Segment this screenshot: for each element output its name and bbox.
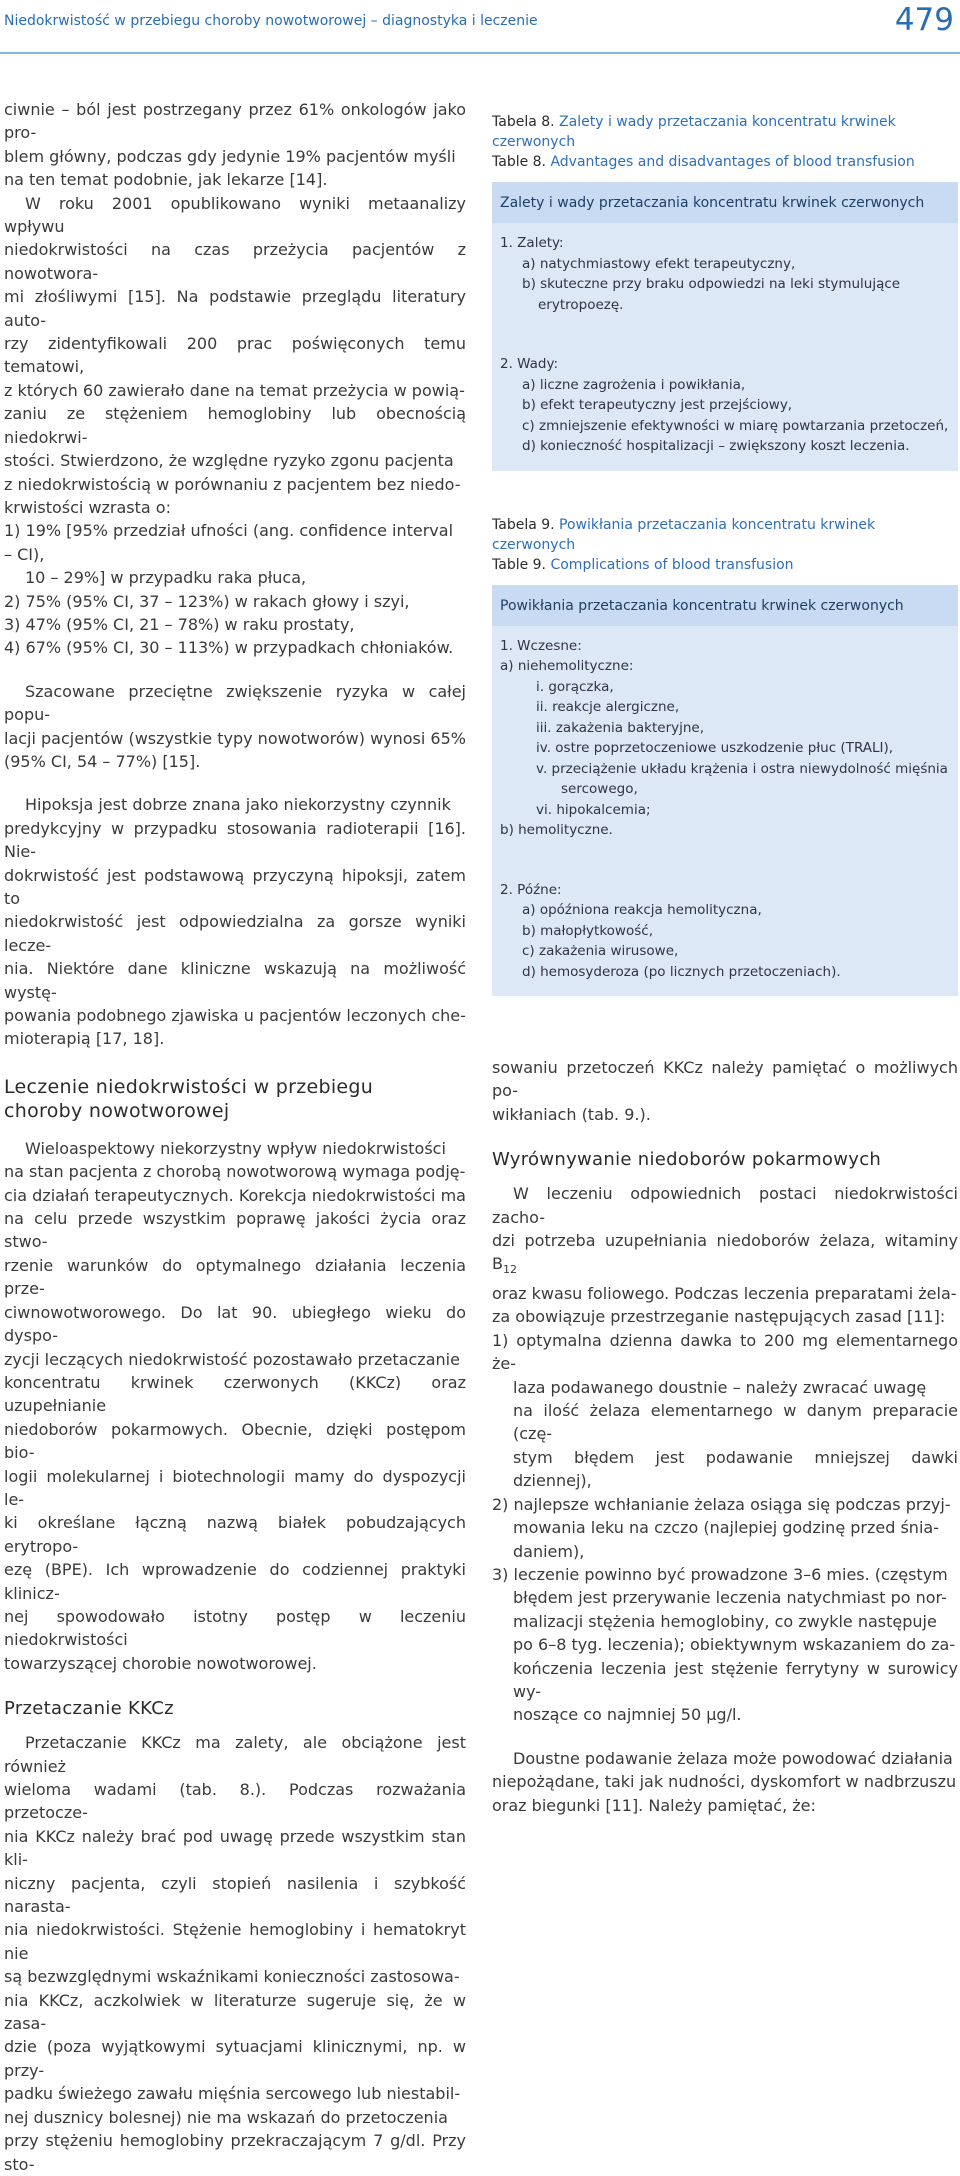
text-line: logii molekularnej i biotechnologii mamy do dyspozycji le- [4, 1466, 466, 1509]
text-line: Szacowane przeciętne zwiększenie ryzyka w całej popu- [4, 681, 466, 725]
table-body [492, 626, 958, 997]
text-line: nia. Niektóre dane kliniczne wskazują na możliwość wystę- [4, 959, 466, 1002]
text-line: stości. Stwierdzono, że względne ryzyko zgonu pacjenta [4, 451, 454, 471]
text-line: blem główny, podczas gdy jedynie 19% pacjentów myśli [4, 146, 456, 166]
header-rule [0, 52, 960, 54]
text-line: nej spowodowało istotny postęp w leczeniu niedokrwistości [4, 1606, 466, 1650]
paragraph-overall-risk [4, 680, 466, 774]
table-caption-text: Zalety i wady przetaczania koncentratu krwinek czerwonych [492, 114, 896, 150]
text-line [492, 1229, 958, 1282]
paragraph-treatment [4, 1137, 466, 1675]
list-item: b) efekt terapeutyczny jest przejściowy, [522, 397, 793, 413]
text-line: za obowiązuje przestrzeganie następujących zasad [11]: [492, 1307, 946, 1327]
text-line: ki określane łączną nazwą białek pobudzających erytropo- [4, 1513, 466, 1556]
list-item: d) konieczność hospitalizacji – zwiększony koszt leczenia. [522, 438, 910, 454]
text-line: z niedokrwistością w porównaniu z pacjentem bez niedo- [4, 474, 461, 494]
text-line: dzie (poza wyjątkowymi sytuacjami klinicznymi, np. w przy- [4, 2037, 466, 2080]
list-item: 1) 19% [95% przedział ufności (ang. confidence interval – CI), [4, 521, 454, 564]
list-item: d) hemosyderoza (po licznych przetoczeniach). [522, 963, 841, 980]
list-item: mowania leku na czczo (najlepiej godzinę przed śnia- [513, 1518, 939, 1538]
paragraph-hypoxia [4, 793, 466, 1050]
list-item: sercowego, [561, 781, 638, 797]
heading-line: Leczenie niedokrwistości w przebiegu [4, 1075, 374, 1098]
text-line: Doustne podawanie żelaza może powodować działania [513, 1748, 953, 1768]
list-item: v. przeciążenie układu krążenia i ostra niewydolność mięśnia [536, 760, 948, 777]
text-line: z których 60 zawierało dane na temat przeżycia w powią- [4, 380, 465, 400]
right-column [492, 112, 958, 1817]
table-caption [492, 515, 958, 555]
table-8 [492, 112, 958, 471]
list-item: 2) najlepsze wchłanianie żelaza osiąga się podczas przyj- [492, 1494, 951, 1514]
paragraph-pain [4, 98, 466, 192]
text-line: rzenie warunków do optymalnego działania leczenia prze- [4, 1255, 466, 1299]
list-item: kończenia leczenia jest stężenie ferrytyny w surowicy wy- [513, 1658, 958, 1701]
list-item: a) natychmiastowy efekt terapeutyczny, [522, 255, 796, 272]
list-item: daniem), [513, 1541, 585, 1561]
text-line: koncentratu krwinek czerwonych (KKCz) oraz uzupełnianie [4, 1372, 466, 1416]
table-label: Tabela 9. [492, 516, 555, 533]
text-line: dokrwistość jest podstawową przyczyną hipoksji, zatem to [4, 865, 466, 908]
text-line: ciwnowotworowego. Do lat 90. ubiegłego wieku do dyspo- [4, 1302, 466, 1346]
text-line: Hipoksja jest dobrze znana jako niekorzystny czynnik [25, 795, 451, 815]
text-line: oraz biegunki [11]. Należy pamiętać, że: [492, 1795, 816, 1815]
list-item: 2) 75% (95% CI, 37 – 123%) w rakach głowy i szyi, [4, 591, 410, 611]
list-item: iv. ostre poprzetoczeniowe uszkodzenie płuc (TRALI), [536, 740, 894, 756]
text-line: niedokrwistości na czas przeżycia pacjentów z nowotwora- [4, 240, 466, 283]
text-line: Wieloaspektowy niekorzystny wpływ niedokrwistości [25, 1138, 446, 1158]
list-item: vi. hipokalcemia; [536, 801, 651, 818]
list-item: 1) optymalna dzienna dawka to 200 mg elementarnego że- [492, 1330, 958, 1374]
text-line: cia działań terapeutycznych. Korekcja niedokrwistości ma [4, 1185, 466, 1205]
text-line: nej dusznicy bolesnej) nie ma wskazań do przetoczenia [4, 2107, 448, 2127]
risk-list [4, 519, 466, 659]
table-caption-en-text: Advantages and disadvantages of blood transfusion [550, 154, 915, 170]
text-line: predykcyjny w przypadku stosowania radioterapii [16]. Nie- [4, 818, 466, 862]
table-caption-en [492, 555, 958, 575]
text-line: towarzyszącej chorobie nowotworowej. [4, 1653, 317, 1673]
text-line: lacji pacjentów (wszystkie typy nowotworów) wynosi 65% [4, 728, 466, 748]
text-line: są bezwzględnymi wskaźnikami konieczności zastosowa- [4, 1967, 460, 1987]
heading-line: choroby nowotworowej [4, 1099, 230, 1122]
text-line: Przetaczanie KKCz ma zalety, ale obciążone jest również [4, 1733, 466, 1776]
table-caption-en [492, 152, 958, 172]
table-caption-text: Powikłania przetaczania koncentratu krwinek czerwonych [492, 516, 876, 553]
list-item: 2. Wady: [500, 356, 559, 372]
section-heading-transfusion: Przetaczanie KKCz [4, 1698, 174, 1720]
list-item: 3) leczenie powinno być prowadzone 3–6 mies. (częstym [492, 1564, 948, 1584]
text-line: powania podobnego zjawiska u pacjentów leczonych che- [4, 1006, 466, 1026]
spacer [500, 329, 950, 341]
paragraph-transfusion [4, 1731, 466, 2176]
list-item: c) zmniejszenie efektywności w miarę powtarzania przetoczeń, [522, 417, 949, 434]
subscript: 12 [502, 1263, 517, 1277]
paragraph-metaanalysis [4, 192, 466, 520]
text-line: W roku 2001 opublikowano wyniki metaanalizy wpływu [4, 193, 466, 237]
table-label: Tabela 8. [492, 114, 555, 130]
list-item: na ilość żelaza elementarnego w danym preparacie (czę- [513, 1401, 958, 1444]
text-line: niepożądane, taki jak nudności, dyskomfort w nadbrzuszu [492, 1772, 957, 1792]
text-line: oraz kwasu foliowego. Podczas leczenia preparatami żela- [492, 1284, 957, 1304]
text-line: nia niedokrwistości. Stężenie hemoglobiny i hematokryt nie [4, 1920, 466, 1963]
table-label-en: Table 9. [492, 556, 547, 573]
list-item: 1. Wczesne: [500, 637, 582, 654]
table-body [492, 223, 958, 471]
text-line: rzy zidentyfikowali 200 prac poświęconych temu tematowi, [4, 334, 466, 377]
table-caption [492, 112, 958, 152]
text-line: ciwnie – ból jest postrzegany przez 61% onkologów jako pro- [4, 100, 466, 143]
section-heading-treatment [4, 1075, 466, 1123]
text-line: krwistości wzrasta o: [4, 497, 171, 517]
list-item: i. gorączka, [536, 678, 614, 695]
table-9 [492, 515, 958, 997]
table-header: Powikłania przetaczania koncentratu krwinek czerwonych [492, 585, 958, 626]
text-line: wikłaniach (tab. 9.). [492, 1104, 651, 1124]
list-item: a) liczne zagrożenia i powikłania, [522, 376, 746, 393]
text-line: niczny pacjenta, czyli stopień nasilenia i szybkość narasta- [4, 1873, 466, 1917]
text-line: mioterapią [17, 18]. [4, 1029, 165, 1049]
section-heading-deficits: Wyrównywanie niedoborów pokarmowych [492, 1149, 882, 1171]
list-item: 4) 67% (95% CI, 30 – 113%) w przypadkach chłoniaków. [4, 638, 454, 658]
list-item: b) małopłytkowość, [522, 922, 653, 939]
text-line: nia KKCz należy brać pod uwagę przede wszystkim stan kli- [4, 1826, 466, 1870]
list-item: błędem jest przerywanie leczenia natychmiast po nor- [513, 1588, 947, 1608]
list-item: malizacji stężenia hemoglobiny, co zwykle następuje [513, 1611, 937, 1631]
text-line: na stan pacjenta z chorobą nowotworową wymaga podję- [4, 1162, 466, 1182]
text-line: ezę (BPE). Ich wprowadzenie do codziennej praktyki klinicz- [4, 1560, 466, 1603]
list-item: po 6–8 tyg. leczenia); obiektywnym wskazaniem do za- [513, 1635, 956, 1655]
text-line: niedokrwistość jest odpowiedzialna za gorsze wyniki lecze- [4, 912, 466, 955]
list-item: c) zakażenia wirusowe, [522, 943, 679, 959]
list-item: laza podawanego doustnie – należy zwracać uwagę [513, 1377, 927, 1397]
left-column [4, 98, 466, 2176]
text-line: zycji leczących niedokrwistość pozostawało przetaczanie [4, 1349, 460, 1369]
list-item: erytropoezę. [538, 296, 624, 313]
text-line: nia KKCz, aczkolwiek w literaturze sugeruje się, że w zasa- [4, 1990, 466, 2034]
iron-rules-list [492, 1329, 958, 1727]
page-number: 479 [894, 2, 954, 38]
text-line: przy stężeniu hemoglobiny przekraczającym 7 g/dl. Przy sto- [4, 2131, 466, 2174]
list-item: b) skuteczne przy braku odpowiedzi na leki stymulujące [522, 276, 901, 292]
list-item: 10 – 29%] w przypadku raka płuca, [25, 568, 307, 588]
text-line: (95% CI, 54 – 77%) [15]. [4, 751, 201, 771]
text-line: niedoborów pokarmowych. Obecnie, dzięki postępom bio- [4, 1419, 466, 1463]
table-box [492, 585, 958, 997]
paragraph-iron [492, 1182, 958, 1329]
list-item: stym błędem jest podawanie mniejszej dawki dziennej), [513, 1447, 958, 1491]
text-line: na celu przede wszystkim poprawę jakości życia oraz stwo- [4, 1209, 466, 1252]
text-line: na ten temat podobnie, jak lekarze [14]. [4, 170, 328, 190]
text-line: mi złośliwymi [15]. Na podstawie przeglądu literatury auto- [4, 287, 466, 330]
list-item: iii. zakażenia bakteryjne, [536, 719, 705, 736]
list-item: 1. Zalety: [500, 235, 564, 251]
list-item: a) opóźniona reakcja hemolityczna, [522, 902, 762, 918]
text-line: zaniu ze stężeniem hemoglobiny lub obecnością niedokrwi- [4, 404, 466, 447]
text-line: sowaniu przetoczeń KKCz należy pamiętać o możliwych po- [492, 1058, 958, 1101]
table-box [492, 182, 958, 471]
running-title: Niedokrwistość w przebiegu choroby nowotworowej – diagnostyka i leczenie [4, 13, 538, 29]
paragraph-complications-note [492, 1056, 958, 1126]
list-item: b) hemolityczne. [500, 822, 613, 838]
text-span: dzi potrzeba uzupełniania niedoborów żelaza, witaminy B [492, 1231, 958, 1274]
table-label-en: Table 8. [492, 154, 547, 170]
list-item: a) niehemolityczne: [500, 658, 634, 674]
list-item: noszące co najmniej 50 µg/l. [513, 1705, 742, 1725]
list-item: 3) 47% (95% CI, 21 – 78%) w raku prostaty, [4, 614, 355, 634]
spacer [500, 854, 950, 866]
table-header: Zalety i wady przetaczania koncentratu krwinek czerwonych [492, 182, 958, 223]
paragraph-side-effects [492, 1747, 958, 1817]
table-caption-en-text: Complications of blood transfusion [550, 556, 794, 573]
list-item: 2. Późne: [500, 881, 562, 898]
list-item: ii. reakcje alergiczne, [536, 699, 680, 715]
text-line: W leczeniu odpowiednich postaci niedokrwistości zacho- [492, 1184, 958, 1227]
text-line: padku świeżego zawału mięśnia sercowego lub niestabil- [4, 2084, 461, 2104]
text-line: wieloma wadami (tab. 8.). Podczas rozważania przetocze- [4, 1780, 466, 1823]
